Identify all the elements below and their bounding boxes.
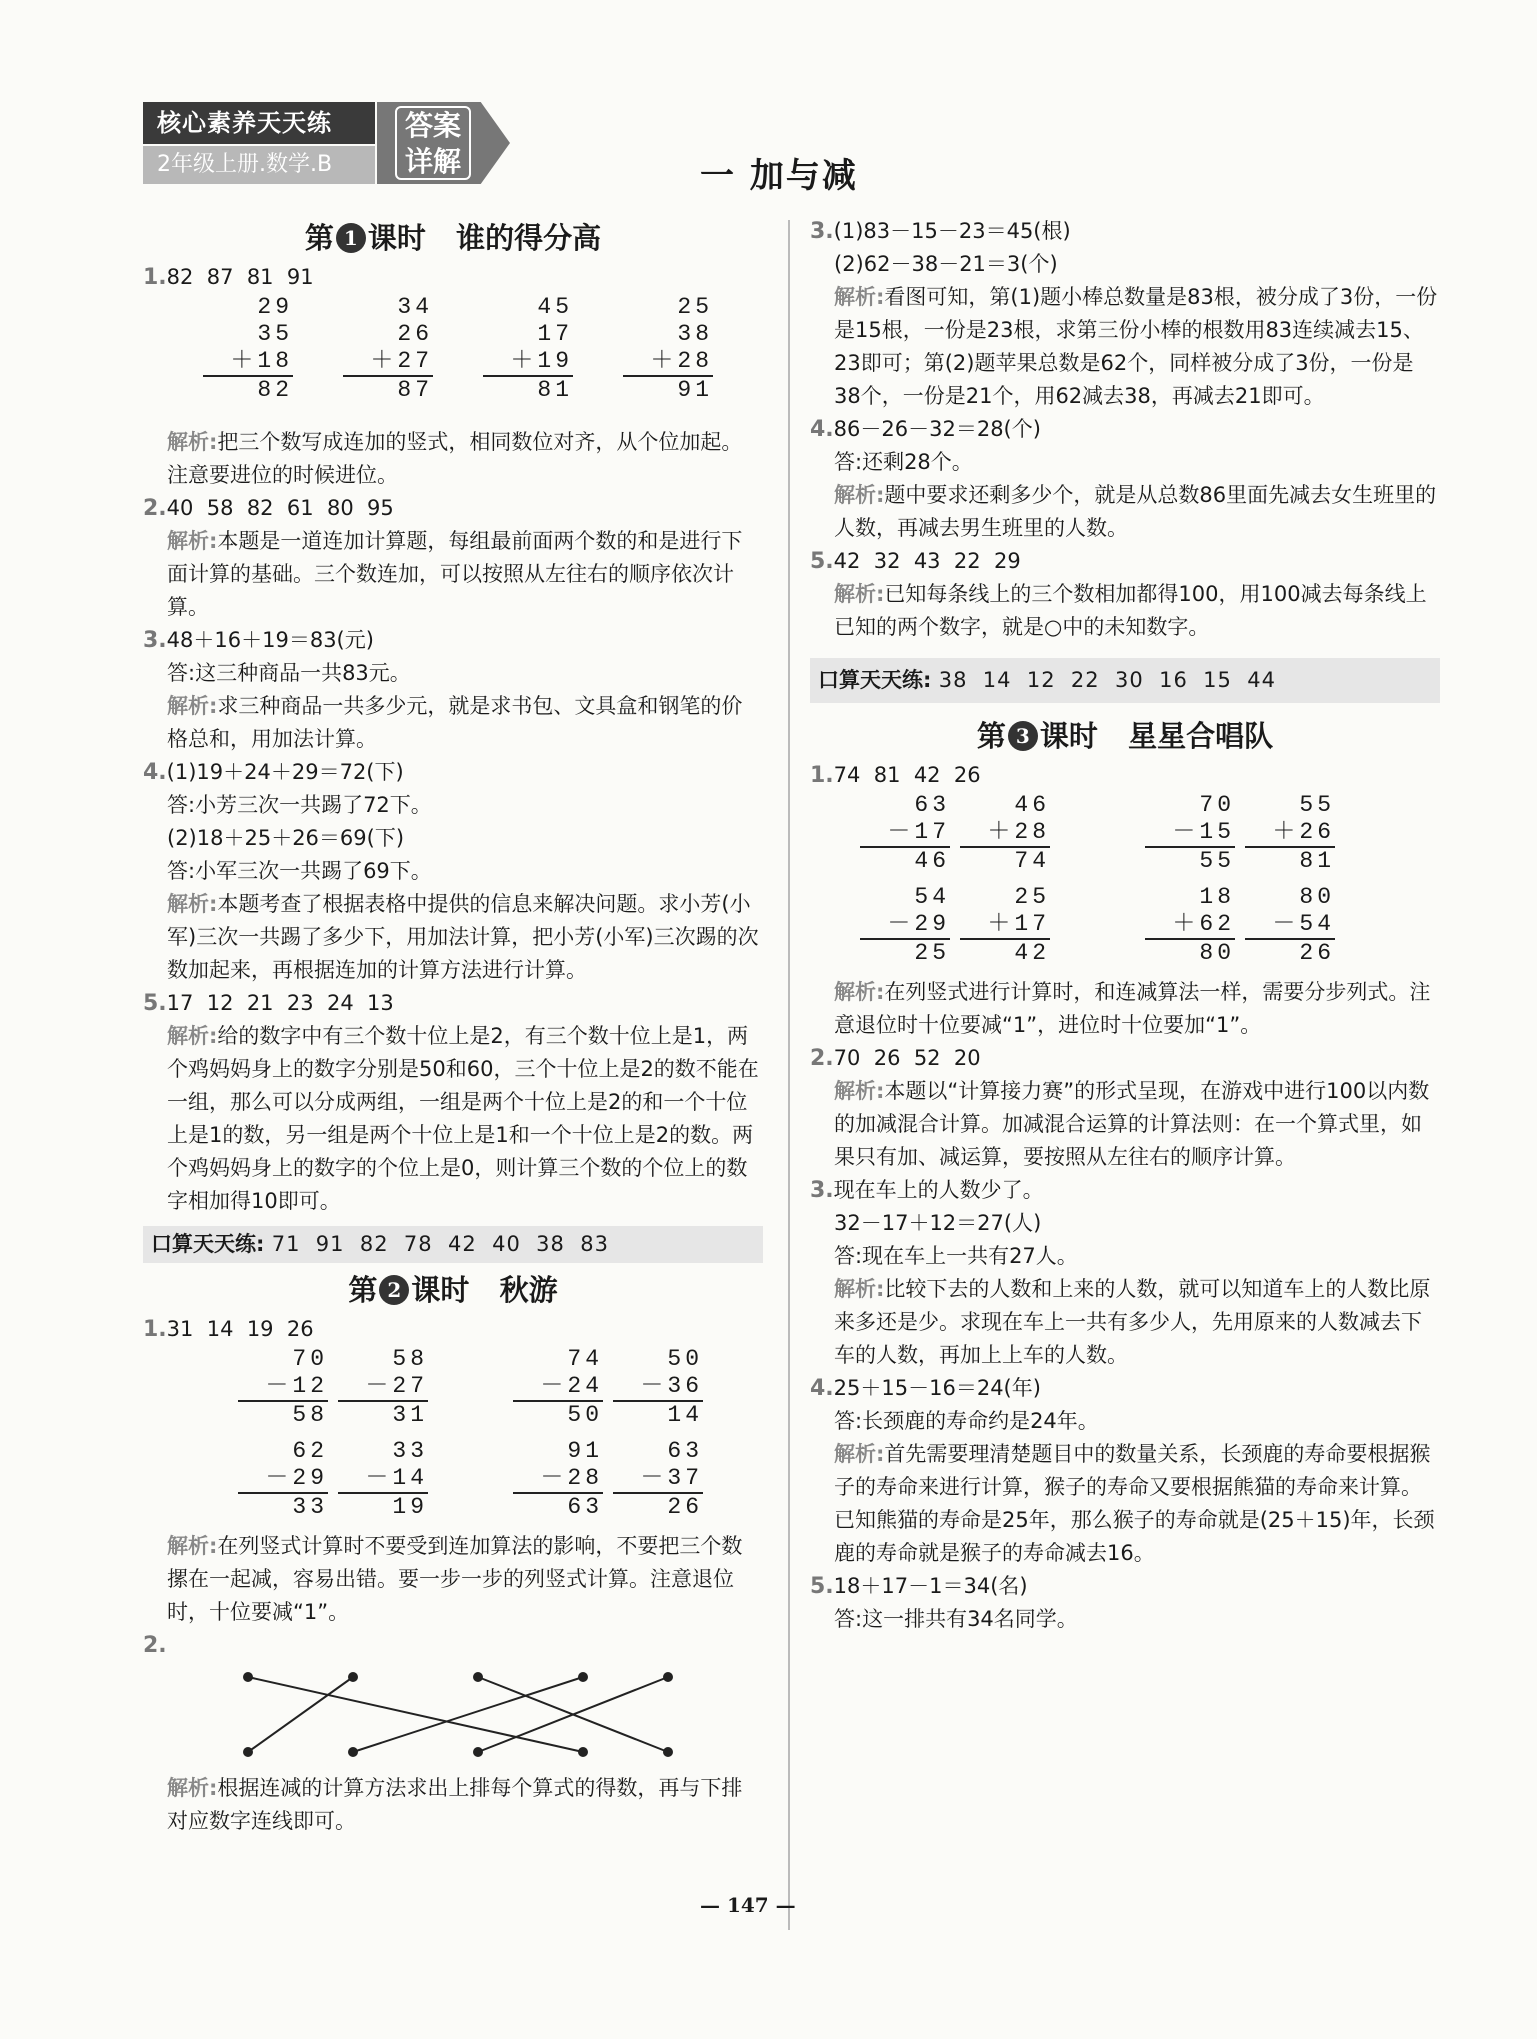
l3-question-4: 4.25＋15－16＝24(年) <box>810 1376 1041 1401</box>
explanation: 解析:在列竖式计算时不要受到连加算法的影响，不要把三个数摞在一起减，容易出错。要一步一步的列竖式计算。注意退位时，十位要减“1”。 <box>167 1534 743 1624</box>
vertical-calc <box>343 294 433 404</box>
calc-result: 31 <box>338 1400 428 1429</box>
calc-operand: －12 <box>265 1373 328 1399</box>
l3-question-3: 3.现在车上的人数少了。 <box>810 1178 1044 1203</box>
explanation: 解析:本题以“计算接力赛”的形式呈现，在游戏中进行100以内数的加减混合计算。加减混合运算的计算法则：在一个算式里，如果只有加、减运算，要按照从左往右的顺序计算。 <box>834 1079 1430 1169</box>
vertical-calc <box>483 294 573 404</box>
calc-operand: 70 <box>292 1346 328 1372</box>
calc-result: 55 <box>1145 846 1235 875</box>
calc-operand: －54 <box>1272 911 1335 937</box>
question-5: 5.17 12 21 23 24 13 <box>143 991 394 1016</box>
question-5: 5.42 32 43 22 29 <box>810 549 1021 574</box>
explanation: 解析:题中要求还剩多少个，就是从总数86里面先减去女生班里的人数，再减去男生班里的人数。 <box>834 483 1437 540</box>
book-subtitle: 2年级上册.数学.B <box>143 146 375 184</box>
explanation: 解析:给的数字中有三个数十位上是2，有三个数十位上是1，两个鸡妈妈身上的数字分别是50和60，三个十位上是2的数不能在一组，那么可以分成两组，一组是两个十位上是2的和一个十位上是1的数，另一组是两个十位上是1和一个十位上是2的数。两个鸡妈妈身上的数字的个位上是0，则计算三个数的个位上的数字相加得10即可。 <box>167 1024 759 1213</box>
right-column <box>810 215 1440 1636</box>
vertical-calcs <box>143 1346 763 1438</box>
calc-operand: 46 <box>1014 792 1050 818</box>
calc-operand: ＋27 <box>370 348 433 374</box>
answer-badge: 答案 详解 <box>395 106 471 180</box>
calc-operand: 29 <box>257 294 293 320</box>
lesson-heading-1: 第 1 课时 谁的得分高 <box>304 221 602 255</box>
calc-operand: 50 <box>667 1346 703 1372</box>
calc-result: 46 <box>860 846 950 875</box>
calc-operand: 70 <box>1199 792 1235 818</box>
vertical-calc <box>623 294 713 404</box>
calc-operand: ＋18 <box>230 348 293 374</box>
calc-result: 58 <box>238 1400 328 1429</box>
left-column <box>143 215 763 1838</box>
calc-result: 26 <box>1245 938 1335 967</box>
calc-result: 19 <box>338 1492 428 1521</box>
explanation: 解析:本题是一道连加计算题，每组最前面两个数的和是进行下面计算的基础。三个数连加，可以按照从左往右的顺序依次计算。 <box>167 529 743 619</box>
vertical-calcs <box>810 792 1440 884</box>
calc-result: 26 <box>613 1492 703 1521</box>
calc-operand: 74 <box>567 1346 603 1372</box>
vertical-calc <box>960 792 1050 875</box>
header-banner <box>143 102 510 187</box>
explanation: 解析:把三个数写成连加的竖式，相同数位对齐，从个位加起。注意要进位的时候进位。 <box>167 430 743 487</box>
vertical-calc <box>1145 792 1235 875</box>
calc-operand: ＋28 <box>650 348 713 374</box>
l2-question-2: 2. <box>143 1633 167 1658</box>
calc-operand: 38 <box>677 321 713 347</box>
vertical-calc <box>1245 884 1335 967</box>
calc-operand: 34 <box>397 294 433 320</box>
explanation: 解析:在列竖式进行计算时，和连减算法一样，需要分步列式。注意退位时十位要减“1”，进位时十位要加“1”。 <box>834 980 1431 1037</box>
question-1: 1.82 87 81 91 <box>143 265 314 290</box>
vertical-calc <box>513 1438 603 1521</box>
question-3: 3.(1)83－15－23＝45(根) <box>810 219 1071 244</box>
column-divider <box>788 220 790 1930</box>
vertical-calc <box>238 1346 328 1429</box>
calc-result: 50 <box>513 1400 603 1429</box>
vertical-calcs <box>143 1438 763 1530</box>
calc-operand: 58 <box>392 1346 428 1372</box>
question-2: 2.40 58 82 61 80 95 <box>143 496 394 521</box>
calc-operand: 63 <box>667 1438 703 1464</box>
calc-operand: －36 <box>640 1373 703 1399</box>
calc-operand: 35 <box>257 321 293 347</box>
calc-operand: 55 <box>1299 792 1335 818</box>
explanation: 解析:本题考查了根据表格中提供的信息来解决问题。求小芳(小军)三次一共踢了多少下，用加法计算，把小芳(小军)三次踢的次数加起来，再根据连加的计算方法进行计算。 <box>167 892 759 982</box>
lesson-heading-2: 第 2 课时 秋游 <box>348 1273 558 1307</box>
brand-title: 核心素养天天练 <box>143 102 375 144</box>
answer: (2)18＋25＋26＝69(下) <box>167 826 405 850</box>
calc-operand: 26 <box>397 321 433 347</box>
answer: 32－17＋12＝27(人) <box>834 1211 1042 1235</box>
vertical-calc <box>860 884 950 967</box>
calc-result: 14 <box>613 1400 703 1429</box>
vertical-calc <box>613 1346 703 1429</box>
calc-operand: －29 <box>265 1465 328 1491</box>
calc-result: 81 <box>1245 846 1335 875</box>
vertical-calc <box>613 1438 703 1521</box>
calc-result: 74 <box>960 846 1050 875</box>
answer: (2)62－38－21＝3(个) <box>834 252 1058 276</box>
oral-practice: 口算天天练: 38 14 12 22 30 16 15 44 <box>810 658 1440 703</box>
vertical-calc <box>1145 884 1235 967</box>
vertical-calcs <box>810 884 1440 976</box>
explanation: 解析:求三种商品一共多少元，就是求书包、文具盒和钢笔的价格总和，用加法计算。 <box>167 694 743 751</box>
l3-question-5: 5.18＋17－1＝34(名) <box>810 1574 1028 1599</box>
l3-question-1: 1.74 81 42 26 <box>810 763 981 788</box>
vertical-calc <box>203 294 293 404</box>
reply: 答:这三种商品一共83元。 <box>167 661 411 685</box>
calc-operand: ＋62 <box>1172 911 1235 937</box>
calc-operand: ＋19 <box>510 348 573 374</box>
vertical-calc <box>860 792 950 875</box>
calc-operand: 54 <box>914 884 950 910</box>
calc-result: 82 <box>203 375 293 404</box>
reply: 答:小军三次一共踢了69下。 <box>167 859 432 883</box>
calc-operand: －14 <box>365 1465 428 1491</box>
calc-operand: 91 <box>567 1438 603 1464</box>
calc-operand: 25 <box>1014 884 1050 910</box>
calc-operand: －17 <box>887 819 950 845</box>
explanation: 解析:比较下去的人数和上来的人数，就可以知道车上的人数比原来多还是少。求现在车上一共有多少人，先用原来的人数减去下车的人数，再加上上车的人数。 <box>834 1277 1431 1367</box>
calc-operand: －15 <box>1172 819 1235 845</box>
explanation: 解析:已知每条线上的三个数相加都得100，用100减去每条线上已知的两个数字，就是○中的未知数字。 <box>834 582 1427 639</box>
vertical-calc <box>238 1438 328 1521</box>
vertical-calc <box>1245 792 1335 875</box>
question-4: 4.86－26－32＝28(个) <box>810 417 1041 442</box>
calc-operand: 80 <box>1299 884 1335 910</box>
vertical-calc <box>338 1438 428 1521</box>
explanation: 解析:首先需要理清楚题目中的数量关系，长颈鹿的寿命要根据猴子的寿命来进行计算，猴子的寿命又要根据熊猫的寿命来计算。已知熊猫的寿命是25年，那么猴子的寿命就是(25＋15)年，长颈鹿的寿命就是猴子的寿命减去16。 <box>834 1442 1435 1565</box>
question-4: 4.(1)19＋24＋29＝72(下) <box>143 760 404 785</box>
calc-result: 63 <box>513 1492 603 1521</box>
calc-operand: 17 <box>537 321 573 347</box>
calc-operand: －29 <box>887 911 950 937</box>
lesson-heading-3: 第 3 课时 星星合唱队 <box>976 719 1274 753</box>
calc-result: 42 <box>960 938 1050 967</box>
calc-result: 81 <box>483 375 573 404</box>
calc-operand: 25 <box>677 294 713 320</box>
vertical-calc <box>513 1346 603 1429</box>
calc-result: 25 <box>860 938 950 967</box>
vertical-calcs <box>143 294 763 426</box>
matching-lines <box>143 1662 763 1772</box>
l2-question-1: 1.31 14 19 26 <box>143 1317 314 1342</box>
calc-operand: －28 <box>540 1465 603 1491</box>
calc-operand: 63 <box>914 792 950 818</box>
calc-result: 33 <box>238 1492 328 1521</box>
calc-operand: 62 <box>292 1438 328 1464</box>
explanation: 解析:看图可知，第(1)题小棒总数量是83根，被分成了3份，一份是15根，一份是23根，求第三份小棒的根数用83连续减去15、23即可；第(2)题苹果总数是62个，同样被分成了3份，一份是38个，一份是21个，用62减去38，再减去21即可。 <box>834 285 1438 408</box>
chapter-title: 一 加与减 <box>700 156 858 196</box>
calc-operand: ＋17 <box>987 911 1050 937</box>
calc-operand: 45 <box>537 294 573 320</box>
reply: 答:这一排共有34名同学。 <box>834 1607 1078 1631</box>
page-number: — 147 — <box>700 1893 796 1917</box>
matching-diagram <box>143 1662 703 1772</box>
vertical-calc <box>338 1346 428 1429</box>
calc-operand: －37 <box>640 1465 703 1491</box>
explanation: 解析:根据连减的计算方法求出上排每个算式的得数，再与下排对应数字连线即可。 <box>167 1776 743 1833</box>
reply: 答:现在车上一共有27人。 <box>834 1244 1078 1268</box>
answer: 82 87 81 91 <box>166 265 314 289</box>
question-3: 3.48＋16＋19＝83(元) <box>143 628 374 653</box>
reply: 答:还剩28个。 <box>834 450 973 474</box>
calc-operand: 18 <box>1199 884 1235 910</box>
calc-operand: －24 <box>540 1373 603 1399</box>
vertical-calc <box>960 884 1050 967</box>
calc-result: 80 <box>1145 938 1235 967</box>
oral-practice: 口算天天练: 71 91 82 78 42 40 38 83 <box>143 1226 763 1263</box>
l3-question-2: 2.70 26 52 20 <box>810 1046 981 1071</box>
calc-operand: －27 <box>365 1373 428 1399</box>
calc-operand: ＋26 <box>1272 819 1335 845</box>
reply: 答:长颈鹿的寿命约是24年。 <box>834 1409 1099 1433</box>
calc-operand: ＋28 <box>987 819 1050 845</box>
reply: 答:小芳三次一共踢了72下。 <box>167 793 432 817</box>
calc-result: 91 <box>623 375 713 404</box>
calc-result: 87 <box>343 375 433 404</box>
calc-operand: 33 <box>392 1438 428 1464</box>
